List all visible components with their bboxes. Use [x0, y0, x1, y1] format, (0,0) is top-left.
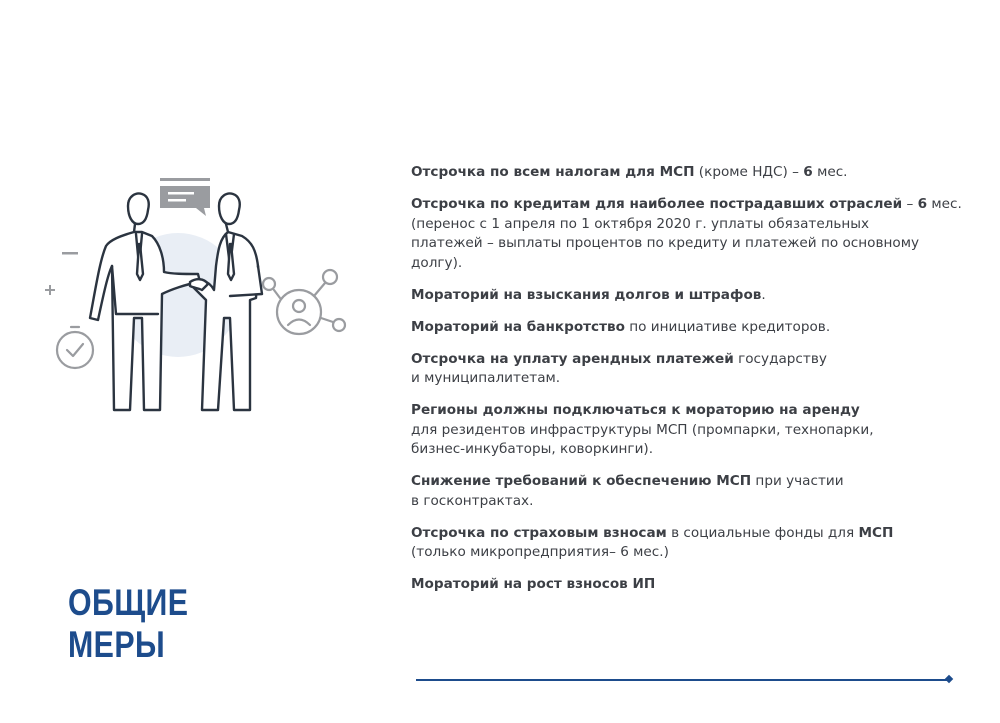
measure-text: (кроме НДС) – [694, 164, 804, 180]
measure-bold-text: Мораторий на банкротство [411, 318, 625, 335]
measure-bold-text: Мораторий на взыскания долгов и штрафов [411, 286, 762, 303]
measure-text: – [902, 196, 918, 212]
measure-text: бизнес-инкубаторы, коворкинги). [411, 441, 654, 457]
measure-item [411, 524, 971, 563]
measure-text: (перенос с 1 апреля по 1 октября 2020 г. уплаты обязательных [411, 215, 870, 232]
measure-text: (только микропредприятия– 6 мес.) [411, 544, 669, 560]
measure-bold-text: Мораторий на рост взносов ИП [411, 576, 656, 592]
measure-text: для резидентов инфраструктуры МСП (промпарки, технопарки, [411, 421, 874, 438]
measure-item [411, 318, 971, 338]
measure-bold-text: Снижение требований к обеспечению МСП [411, 473, 752, 489]
plus-icon [45, 285, 55, 295]
network-user-icon [263, 270, 345, 334]
measure-text: мес. [812, 164, 848, 180]
title-line-2: МЕРЫ [68, 624, 166, 665]
measure-item [411, 286, 971, 306]
measure-bold-text: Отсрочка по всем налогам для МСП [411, 164, 695, 180]
measure-text: и муниципалитетам. [411, 370, 561, 386]
measure-text: в госконтрактах. [411, 492, 534, 509]
measure-text: при участии [751, 473, 844, 489]
measure-bold-text: Регионы должны подключаться к мораторию на аренду [411, 402, 860, 418]
measure-text: по инициативе кредиторов. [624, 318, 831, 335]
handshake-illustration [38, 170, 348, 420]
speech-bubble-icon [160, 178, 210, 216]
measure-item [411, 195, 971, 273]
measure-bold-text: Отсрочка по страховым взносам [411, 524, 667, 541]
measure-item [411, 472, 971, 511]
measure-text: мес. [927, 196, 962, 212]
measure-text: . [761, 286, 766, 303]
measure-item [411, 575, 971, 595]
title-line-1: ОБЩИЕ [68, 582, 189, 623]
measure-item [411, 163, 971, 183]
bottom-divider [416, 679, 949, 681]
section-title [68, 582, 188, 666]
minus-icon [62, 252, 78, 255]
measure-item [411, 350, 971, 389]
measure-bold-text: Отсрочка по кредитам для наиболее пострадавших отраслей [411, 196, 903, 212]
measure-bold-text: 6 [803, 164, 813, 180]
divider-end-marker [945, 675, 953, 683]
measures-list [411, 163, 971, 607]
measure-bold-text: МСП [858, 524, 894, 541]
measure-text: государству [733, 350, 827, 367]
measure-text: в социальные фонды для [666, 524, 859, 541]
measure-text: платежей – выплаты процентов по кредиту и платежей по основному [411, 235, 919, 251]
measure-bold-text: Отсрочка на уплату арендных платежей [411, 350, 734, 367]
stopwatch-check-icon [57, 327, 93, 368]
measure-bold-text: 6 [917, 196, 928, 212]
measure-item [411, 401, 971, 460]
measure-text: долгу). [411, 254, 463, 271]
